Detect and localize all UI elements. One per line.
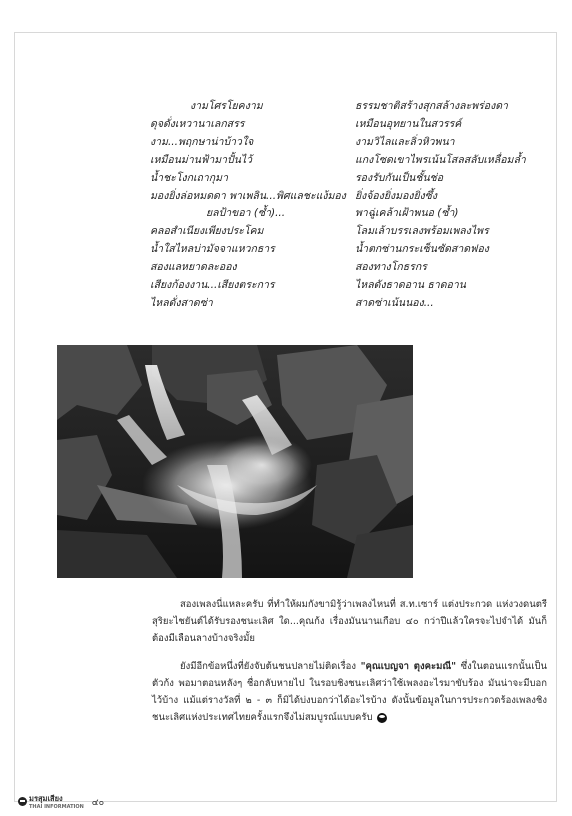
- poem-line: พาฉู่เคล้าเฝ้าพนอ (ซ้ำ): [355, 207, 459, 220]
- poem-line: น้ำชะโงกเถากุมา: [150, 171, 228, 184]
- poem-left-column: [150, 98, 346, 313]
- highlighted-name: "คุณเบญจา ตุงคะมณี": [360, 661, 457, 672]
- poem-line: ดุจดั่งเหวานาเลกสรร: [150, 117, 245, 130]
- body-paragraph-1: [152, 596, 547, 647]
- waterfall-photo: [57, 345, 413, 578]
- logo-text: มรสุมเสียง: [29, 794, 63, 803]
- paragraph-text: สองเพลงนี่แหละครับ ที่ทำให้ผมกังขามิรู้ว่าเพลงไหนที่ ส.ท.เซาร์ แต่งประกวด แห่งวงดนตรีสุริยะไชยันต์ได้รับรองชนะเลิศ ใด...คุณก้ง เรื่องมันนานเกือบ ๔๐ กว่าปีแล้วใครจะไปจำได้ มันก็ต้องมีเลือนลางบ้างจริงมั้ย: [152, 599, 547, 644]
- logo-subtext: THAI INFORMATION: [29, 804, 84, 810]
- poem-line: งามโศรโยคงาม: [190, 100, 263, 112]
- poem-line: ไหลดังธาดอาน ธาดอาน: [355, 279, 466, 292]
- poem-right-column: [355, 98, 545, 313]
- poem-line: แกงโซดเขาไพรเน้นโสลสลับเหลื่อมล้ำ: [355, 153, 526, 166]
- magazine-logo: [18, 793, 84, 810]
- poem-line: ยลป้าขอา (ซ้ำ)...: [206, 207, 286, 220]
- poem-line: เหมือนม่านฟ้ามาปั้นไว้: [150, 153, 253, 166]
- poem-line: มองยิ่งล่อหมดดา พาเพลิน...พิศแลชะแง้มอง: [150, 189, 346, 202]
- waterfall-illustration: [57, 345, 413, 578]
- page-number: ๔๐: [91, 797, 105, 808]
- logo-text-block: [29, 793, 84, 810]
- poem-line: ยิ่งจ้องยิ่งมองยิ่งซึ้ง: [355, 189, 438, 202]
- paragraph-text: [152, 658, 547, 726]
- poem-line: รองรับกันเป็นชั้นช่อ: [355, 171, 444, 184]
- paragraph-text-start: ยังมีอีกข้อหนึ่งที่ยังจับต้นชนปลายไม่ติดเรื่อง: [180, 661, 357, 672]
- poem-line: โลมเล้าบรรเลงพร้อมเพลงไพร: [355, 225, 489, 238]
- poem-line: คลอสำเนียงเพียงประโคม: [150, 225, 264, 238]
- page-footer: [18, 793, 104, 810]
- poem-line: งามวิไลและลิ่วหิวพนา: [355, 135, 455, 148]
- poem-line: สาดซ่าเน้นนอง...: [355, 296, 434, 309]
- poem-line: งาม...พฤกษาน่าบ้าวใจ: [150, 135, 254, 148]
- poem-line: น้ำใสไหลบ่ามัจจาแหวกธาร: [150, 243, 275, 256]
- body-paragraph-2: [152, 658, 547, 726]
- poem-line: เหมือนอุทยานในสวรรค์: [355, 117, 462, 130]
- poem-line: ไหลดั่งสาดซ่า: [150, 296, 213, 309]
- poem-line: สองทางโกธรกร: [355, 261, 427, 274]
- end-mark-icon: [377, 713, 387, 723]
- paragraph-text-end: ซึ่งในตอนแรกนั้นเป็นตัวก้ง พอมาตอนหลังๆ ชื่อกลับหายไป ในรอบชิงชนะเลิศว่าใช้เพลงอะไรมาขับร้อง มันน่าจะมีบอกไว้บ้าง แม้แต่รางวัลที่ ๒ - ๓ ก็มิได้บ่งบอกว่าได้อะไรบ้าง ดังนั้นข้อมูลในการประกวดร้องเพลงชิงชนะเลิศแห่งประเทศไทยครั้งแรกจึงไม่สมบูรณ์แบบครับ: [152, 661, 547, 723]
- poem-line: เสียงก้องงาน...เสียงตระการ: [150, 279, 275, 292]
- poem-line: น้ำตกซ่านกระเซ็นซัดสาดฟอง: [355, 243, 489, 256]
- logo-icon: [18, 797, 27, 806]
- poem-line: สองแลหยาดละออง: [150, 261, 237, 274]
- poem-line: ธรรมชาติสร้างสุกสล้างละพร่องดา: [355, 100, 508, 112]
